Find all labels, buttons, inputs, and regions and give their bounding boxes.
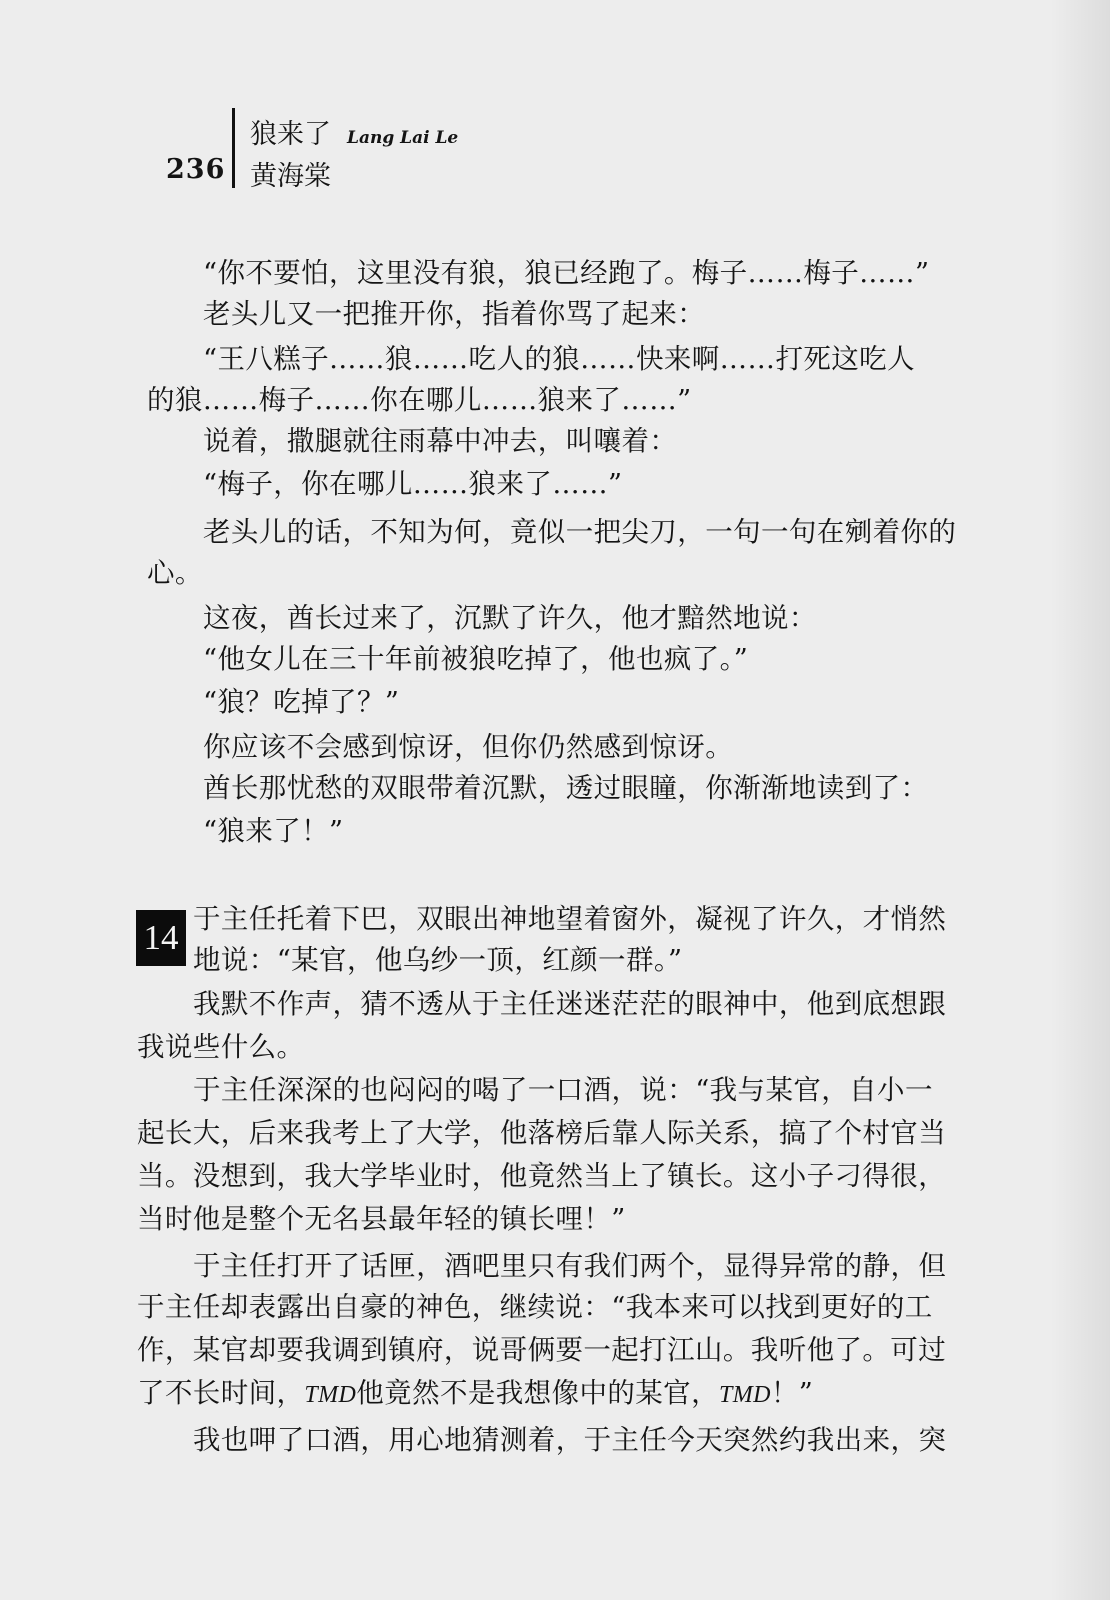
- text-line: “狼来了！”: [203, 815, 344, 847]
- text-line: 这夜，酋长过来了，沉默了许久，他才黯然地说：: [203, 602, 817, 634]
- text-line: 于主任打开了话匣，酒吧里只有我们两个，显得异常的静，但: [193, 1250, 947, 1282]
- text-segment: 了不长时间，: [137, 1377, 305, 1409]
- text-line: 我默不作声，猜不透从于主任迷迷茫茫的眼神中，他到底想跟: [193, 988, 947, 1020]
- text-line: 于主任深深的也闷闷的喝了一口酒，说：“我与某官，自小一: [193, 1074, 933, 1106]
- text-line: 作，某官却要我调到镇府，说哥俩要一起打江山。我听他了。可过: [137, 1334, 947, 1366]
- tmd-word: TMD: [718, 1382, 771, 1408]
- section-number-badge: 14: [136, 910, 186, 966]
- book-title-text: 狼来了: [250, 119, 331, 150]
- text-line: 你应该不会感到惊讶，但你仍然感到惊讶。: [203, 731, 734, 763]
- running-header: [160, 108, 580, 198]
- text-line: “梅子，你在哪儿……狼来了……”: [203, 468, 623, 500]
- text-line: 当。没想到，我大学毕业时，他竟然当上了镇长。这小子刁得很，: [137, 1160, 947, 1192]
- page-number: 236: [166, 154, 226, 185]
- text-line: 我也呷了口酒，用心地猜测着，于主任今天突然约我出来，突: [193, 1424, 947, 1456]
- text-line: “王八糕子……狼……吃人的狼……快来啊……打死这吃人: [203, 343, 915, 375]
- text-line: 地说：“某官，他乌纱一顶，红颜一群。”: [193, 944, 683, 976]
- book-title: [250, 112, 458, 151]
- book-title-pinyin: Lang Lai Le: [347, 128, 459, 148]
- text-line: 我说些什么。: [137, 1031, 305, 1063]
- text-line: 的狼……梅子……你在哪儿……狼来了……”: [147, 384, 692, 416]
- scan-edge-shadow: [1050, 0, 1110, 1600]
- text-line: “狼？吃掉了？”: [203, 686, 400, 718]
- book-author: 黄海棠: [250, 161, 331, 192]
- text-line: 说着，撒腿就往雨幕中冲去，叫嚷着：: [203, 425, 678, 457]
- text-line: 当时他是整个无名县最年轻的镇长哩！”: [137, 1203, 626, 1235]
- text-line: 于主任托着下巴，双眼出神地望着窗外，凝视了许久，才悄然: [193, 903, 947, 935]
- tmd-word: TMD: [304, 1382, 357, 1408]
- text-line: 老头儿又一把推开你，指着你骂了起来：: [203, 298, 706, 330]
- text-line: 心。: [147, 557, 203, 589]
- text-segment: ！”: [770, 1377, 814, 1409]
- text-line: “他女儿在三十年前被狼吃掉了，他也疯了。”: [203, 643, 749, 675]
- text-line: 酋长那忧愁的双眼带着沉默，透过眼瞳，你渐渐地读到了：: [203, 772, 929, 804]
- text-line: “你不要怕，这里没有狼，狼已经跑了。梅子……梅子……”: [203, 257, 930, 289]
- header-divider: [232, 108, 235, 188]
- text-line: 于主任却表露出自豪的神色，继续说：“我本来可以找到更好的工: [137, 1291, 933, 1323]
- text-line-tmd: [137, 1376, 813, 1412]
- text-line: 起长大，后来我考上了大学，他落榜后靠人际关系，搞了个村官当: [137, 1117, 947, 1149]
- text-segment: 他竟然不是我想像中的某官，: [356, 1377, 719, 1409]
- text-line: 老头儿的话，不知为何，竟似一把尖刀，一句一句在剜着你的: [203, 516, 957, 548]
